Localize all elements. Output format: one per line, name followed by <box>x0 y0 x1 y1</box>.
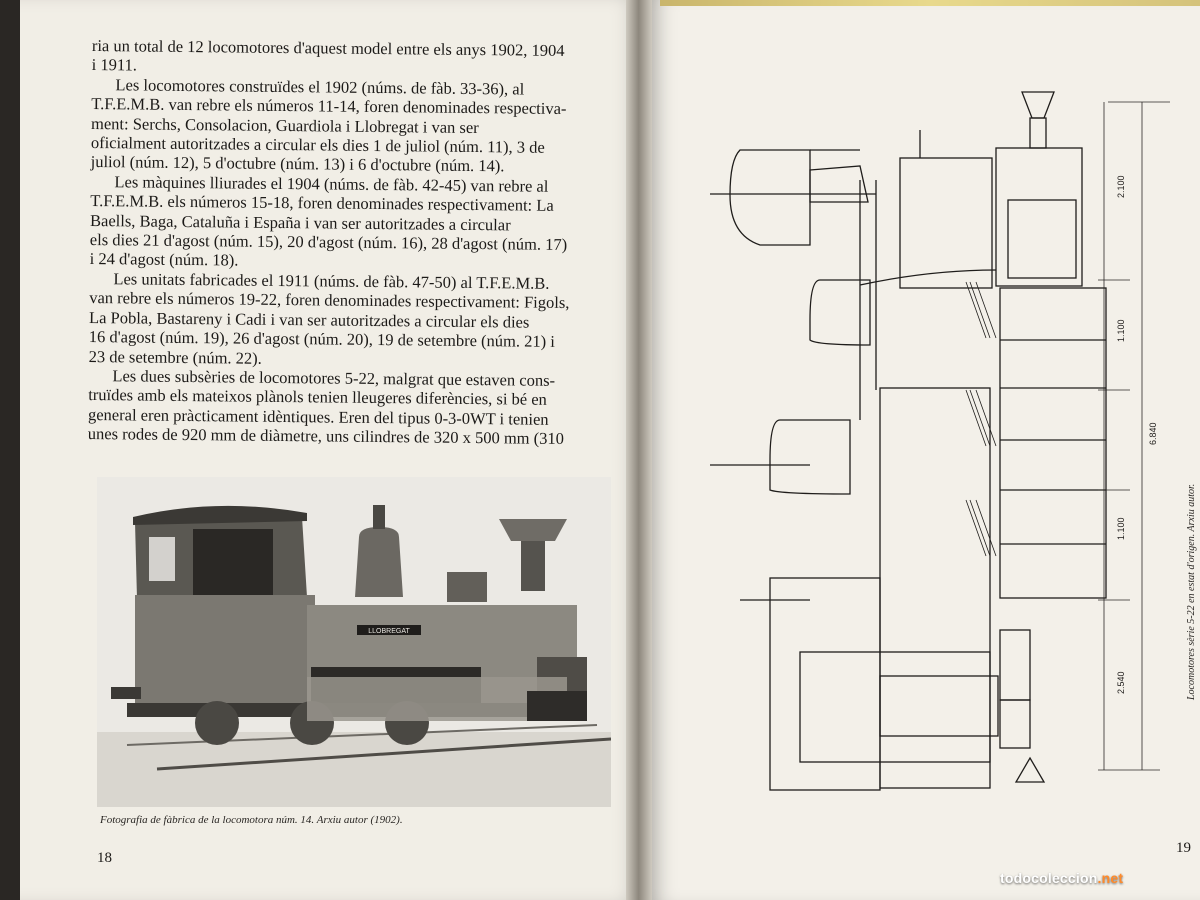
text-line: 16 d'agost (núm. 19), 26 d'agost (núm. 20), 19 de setembre (núm. 21) i <box>88 327 555 351</box>
text-line: 23 de setembre (núm. 22). <box>88 346 262 368</box>
text-line: T.F.E.M.B. van rebre els números 11-14, foren denominades respectiva- <box>91 94 567 119</box>
text-line: unes rodes de 920 mm de diàmetre, uns cilindres de 320 x 500 mm (310 <box>87 424 565 449</box>
page-number-right: 19 <box>1176 840 1191 856</box>
text-line: La Pobla, Bastareny i Cadi i van ser autoritzades a circular els dies <box>88 307 530 332</box>
watermark-logo <box>1000 870 1123 886</box>
dimension-label: 1.100 <box>1116 517 1126 540</box>
dimension-label: 1.100 <box>1116 319 1126 342</box>
body-text <box>88 36 617 449</box>
text-line: ment: Serchs, Consolacion, Guardiola i Llobregat i van ser <box>90 113 479 137</box>
text-line: oficialment autoritzades a circular els dies 1 de juliol (núm. 11), 3 de <box>90 133 545 157</box>
text-line: i 1911. <box>91 55 138 75</box>
dimension-label: 6.840 <box>1148 422 1158 445</box>
locomotive-technical-drawing <box>700 70 1170 830</box>
nameplate-text: LLOBREGAT <box>368 628 410 635</box>
watermark-brand: todocoleccion <box>1000 870 1098 886</box>
text-line: T.F.E.M.B. els números 15-18, foren denominades respectivament: La <box>90 191 554 216</box>
text-line: ria un total de 12 locomotores d'aquest model entre els anys 1902, 1904 <box>91 36 565 60</box>
watermark-tld: .net <box>1097 870 1124 886</box>
drawing-caption: Locomotores sèrie 5-22 en estat d'origen. Arxiu autor. <box>1186 483 1197 700</box>
text-line: truïdes amb els mateixos plànols tenien lleugeres diferències, si bé en <box>88 385 547 410</box>
text-line: Les màquines lliurades el 1904 (núms. de fàb. 42-45) van rebre al <box>114 172 549 196</box>
text-line: general eren pràcticament idèntiques. Eren del tipus 0-3-0WT i tenien <box>87 404 549 429</box>
text-line: els dies 21 d'agost (núm. 15), 20 d'agost (núm. 16), 28 d'agost (núm. 17) <box>89 230 568 255</box>
text-line: i 24 d'agost (núm. 18). <box>89 249 239 271</box>
locomotive-photo <box>97 477 611 807</box>
text-line: van rebre els números 19-22, foren denominades respectivament: Figols, <box>89 288 570 313</box>
locomotive-photo-illustration <box>97 477 611 807</box>
dimension-label: 2.540 <box>1116 671 1126 694</box>
dimension-label: 2.100 <box>1116 175 1126 198</box>
page-number-left: 18 <box>97 850 112 866</box>
text-line: Les dues subsèries de locomotores 5-22, malgrat que estaven cons- <box>112 366 556 390</box>
text-line: Les unitats fabricades el 1911 (núms. de fàb. 47-50) al T.F.E.M.B. <box>113 269 550 293</box>
text-line: Baells, Baga, Cataluña i España i van ser autoritzades a circular <box>89 210 511 235</box>
top-edge-strip <box>660 0 1200 6</box>
photo-caption: Fotografia de fàbrica de la locomotora núm. 14. Arxiu autor (1902). <box>100 814 403 826</box>
text-line: Les locomotores construïdes el 1902 (núms. de fàb. 33-36), al <box>115 75 525 99</box>
book-gutter <box>626 0 654 900</box>
text-line: juliol (núm. 12), 5 d'octubre (núm. 13) i 6 d'octubre (núm. 14). <box>90 152 505 176</box>
